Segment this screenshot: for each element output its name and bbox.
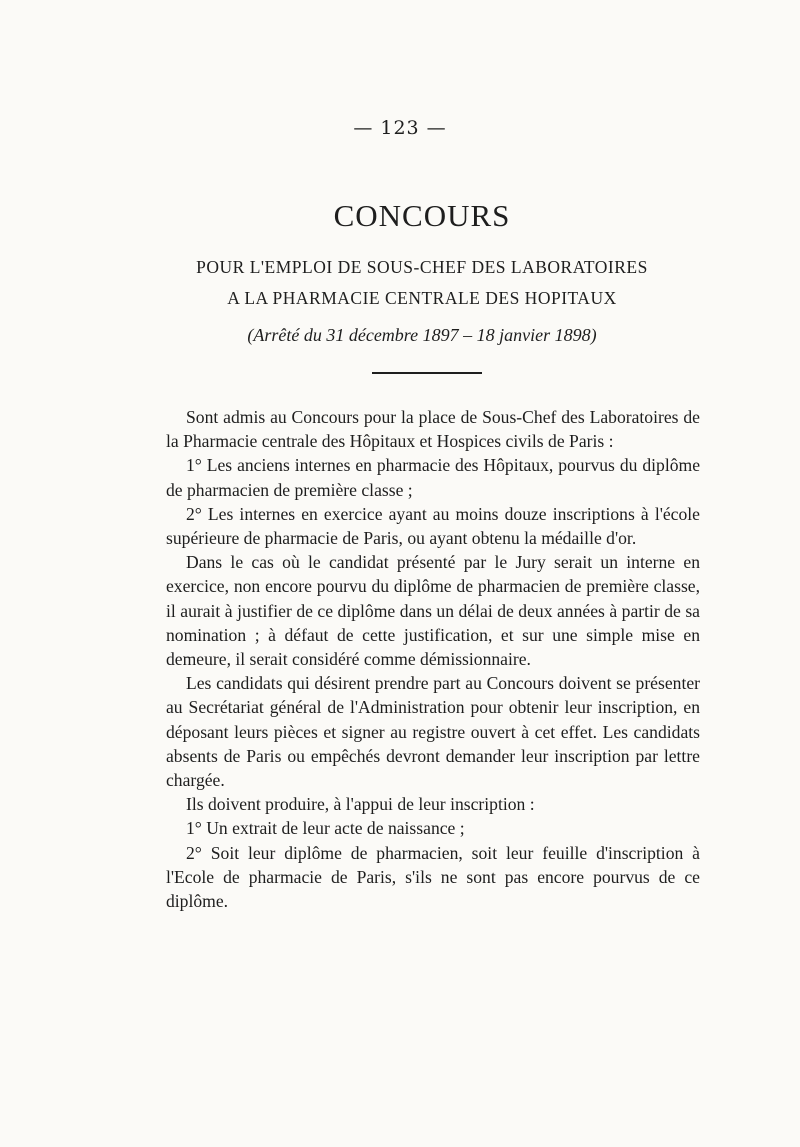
subtitle-line-2: A LA PHARMACIE CENTRALE DES HOPITAUX — [227, 288, 617, 308]
paragraph-item-2: 2° Les internes en exercice ayant au moins douze inscriptions à l'école supérieure de pharmacie de Paris, ou ayant obtenu la médaille d'or. — [166, 503, 700, 549]
paragraph-doc-item-2: 2° Soit leur diplôme de pharmacien, soit leur feuille d'inscription à l'Ecole de pharmacie de Paris, s'ils ne sont pas encore pourvus de ce diplôme. — [166, 842, 700, 912]
document-title: CONCOURS — [333, 198, 511, 233]
paragraph-documents: Ils doivent produire, à l'appui de leur inscription : — [186, 794, 535, 815]
decree-reference: (Arrêté du 31 décembre 1897 – 18 janvier 1898) — [247, 325, 597, 345]
paragraph-registration: Les candidats qui désirent prendre part au Concours doivent se présenter au Secrétariat général de l'Administration pour obtenir leur inscription, en déposant leurs pièces et signer au registre ouvert à cet effet. Les candidats absents de Paris ou empêchés devront demander leur inscription par lettre chargée. — [166, 673, 700, 791]
paragraph-condition: Dans le cas où le candidat présenté par le Jury serait un interne en exercice, non encore pourvu du diplôme de pharmacien de première classe, il aurait à justifier de ce diplôme dans un délai de deux années à partir de sa nomination ; à défaut de cette justification, et sur une simple mise en demeure, il serait considéré comme démissionnaire. — [166, 552, 700, 670]
body-text — [166, 405, 700, 913]
subtitle-line-1: POUR L'EMPLOI DE SOUS-CHEF DES LABORATOIRES — [196, 257, 648, 277]
page-number: — 123 — — [353, 117, 447, 139]
paragraph-doc-item-1: 1° Un extrait de leur acte de naissance ; — [186, 818, 465, 839]
paragraph-admission: Sont admis au Concours pour la place de Sous-Chef des Laboratoires de la Pharmacie centrale des Hôpitaux et Hospices civils de Paris : — [166, 407, 700, 452]
divider-rule — [372, 372, 482, 374]
paragraph-item-1: 1° Les anciens internes en pharmacie des Hôpitaux, pourvus du diplôme de pharmacien de première classe ; — [166, 455, 700, 500]
